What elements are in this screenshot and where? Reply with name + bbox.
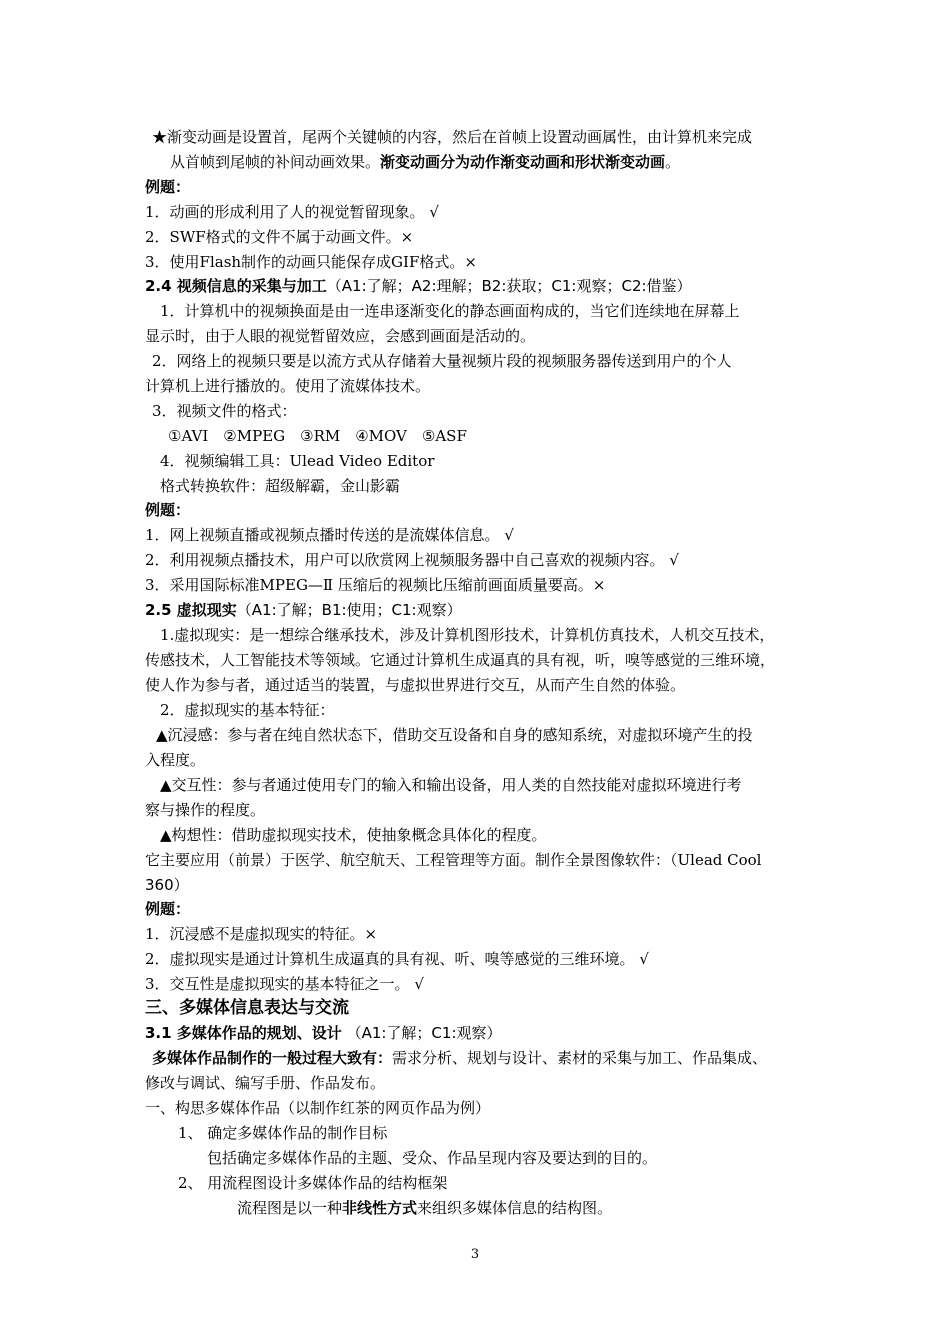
- text-line: 1．计算机中的视频换面是由一连串逐渐变化的静态画面构成的，当它们连续地在屏幕上: [160, 302, 740, 320]
- text-line: ①AVI ②MPEG ③RM ④MOV ⑤ASF: [168, 427, 467, 445]
- text-line: 360）: [145, 876, 189, 894]
- text-line: ★渐变动画是设置首，尾两个关键帧的内容，然后在首帧上设置动画属性，由计算机来完成: [152, 128, 753, 146]
- text-line: 显示时，由于人眼的视觉暂留效应，会感到画面是活动的。: [145, 327, 536, 345]
- example-heading: 例题：: [145, 900, 191, 918]
- example-heading: 例题：: [145, 501, 191, 519]
- text-line: 多媒体作品制作的一般过程大致有：需求分析、规划与设计、素材的采集与加工、作品集成、: [152, 1049, 768, 1067]
- section-heading: 3.1 多媒体作品的规划、设计 （A1:了解；C1:观察）: [145, 1024, 502, 1042]
- example-heading: 例题：: [145, 178, 191, 196]
- text-line: 2．虚拟现实是通过计算机生成逼真的具有视、听、嗅等感觉的三维环境。 √: [145, 950, 649, 968]
- page-number: 3: [470, 1247, 480, 1262]
- text-line: 使人作为参与者，通过适当的装置，与虚拟世界进行交互，从而产生自然的体验。: [145, 676, 686, 694]
- text-line: 1．沉浸感不是虚拟现实的特征。×: [145, 925, 378, 943]
- text-line: 3．采用国际标准MPEG—Ⅱ 压缩后的视频比压缩前画面质量要高。×: [145, 576, 606, 594]
- text-line: 一、构思多媒体作品（以制作红茶的网页作品为例）: [145, 1099, 491, 1117]
- text-line: 修改与调试、编写手册、作品发布。: [145, 1074, 386, 1092]
- text-line: 2．虚拟现实的基本特征：: [160, 701, 335, 719]
- text-line: 4．视频编辑工具：Ulead Video Editor: [160, 452, 435, 470]
- text-line: 包括确定多媒体作品的主题、受众、作品呈现内容及要达到的目的。: [207, 1149, 658, 1167]
- text-line: 传感技术，人工智能技术等领域。它通过计算机生成逼真的具有视，听，嗅等感觉的三维环境，: [145, 651, 776, 669]
- text-line: 1.虚拟现实：是一想综合继承技术，涉及计算机图形技术，计算机仿真技术，人机交互技术，: [160, 626, 775, 644]
- text-line: 流程图是以一种非线性方式来组织多媒体信息的结构图。: [237, 1199, 613, 1217]
- text-line: 3．交互性是虚拟现实的基本特征之一。 √: [145, 975, 424, 993]
- text-line: 2．利用视频点播技术，用户可以欣赏网上视频服务器中自己喜欢的视频内容。 √: [145, 551, 679, 569]
- text-line: 它主要应用（前景）于医学、航空航天、工程管理等方面。制作全景图像软件：（Ulead Cool: [145, 851, 762, 869]
- section-heading: 2.4 视频信息的采集与加工（A1:了解；A2:理解；B2:获取；C1:观察；C2:借鉴）: [145, 277, 692, 295]
- text-line: 2．网络上的视频只要是以流方式从存储着大量视频片段的视频服务器传送到用户的个人: [152, 352, 732, 370]
- text-line: 2、 用流程图设计多媒体作品的结构框架: [178, 1174, 448, 1192]
- text-line: 2．SWF格式的文件不属于动画文件。×: [145, 228, 414, 246]
- section-heading: 2.5 虚拟现实（A1:了解；B1:使用；C1:观察）: [145, 601, 462, 619]
- text-line: 3．视频文件的格式：: [152, 402, 297, 420]
- text-line: ▲交互性：参与者通过使用专门的输入和输出设备，用人类的自然技能对虚拟环境进行考: [160, 776, 742, 794]
- text-line: 察与操作的程度。: [145, 801, 266, 819]
- text-line: ▲沉浸感：参与者在纯自然状态下，借助交互设备和自身的感知系统，对虚拟环境产生的投: [156, 726, 753, 744]
- text-line: 1．动画的形成利用了人的视觉暂留现象。 √: [145, 203, 439, 221]
- text-line: 入程度。: [145, 751, 206, 769]
- text-line: 格式转换软件：超级解霸，金山影霸: [160, 477, 401, 495]
- text-line: ▲构想性：借助虚拟现实技术，使抽象概念具体化的程度。: [160, 826, 547, 844]
- text-line: 1．网上视频直播或视频点播时传送的是流媒体信息。 √: [145, 526, 514, 544]
- text-line: 1、 确定多媒体作品的制作目标: [178, 1124, 388, 1142]
- text-line: 从首帧到尾帧的补间动画效果。渐变动画分为动作渐变动画和形状渐变动画。: [170, 153, 681, 171]
- text-line: 计算机上进行播放的。使用了流媒体技术。: [145, 377, 431, 395]
- text-line: 3．使用Flash制作的动画只能保存成GIF格式。×: [145, 253, 477, 271]
- chapter-heading: 三、多媒体信息表达与交流: [145, 998, 349, 1018]
